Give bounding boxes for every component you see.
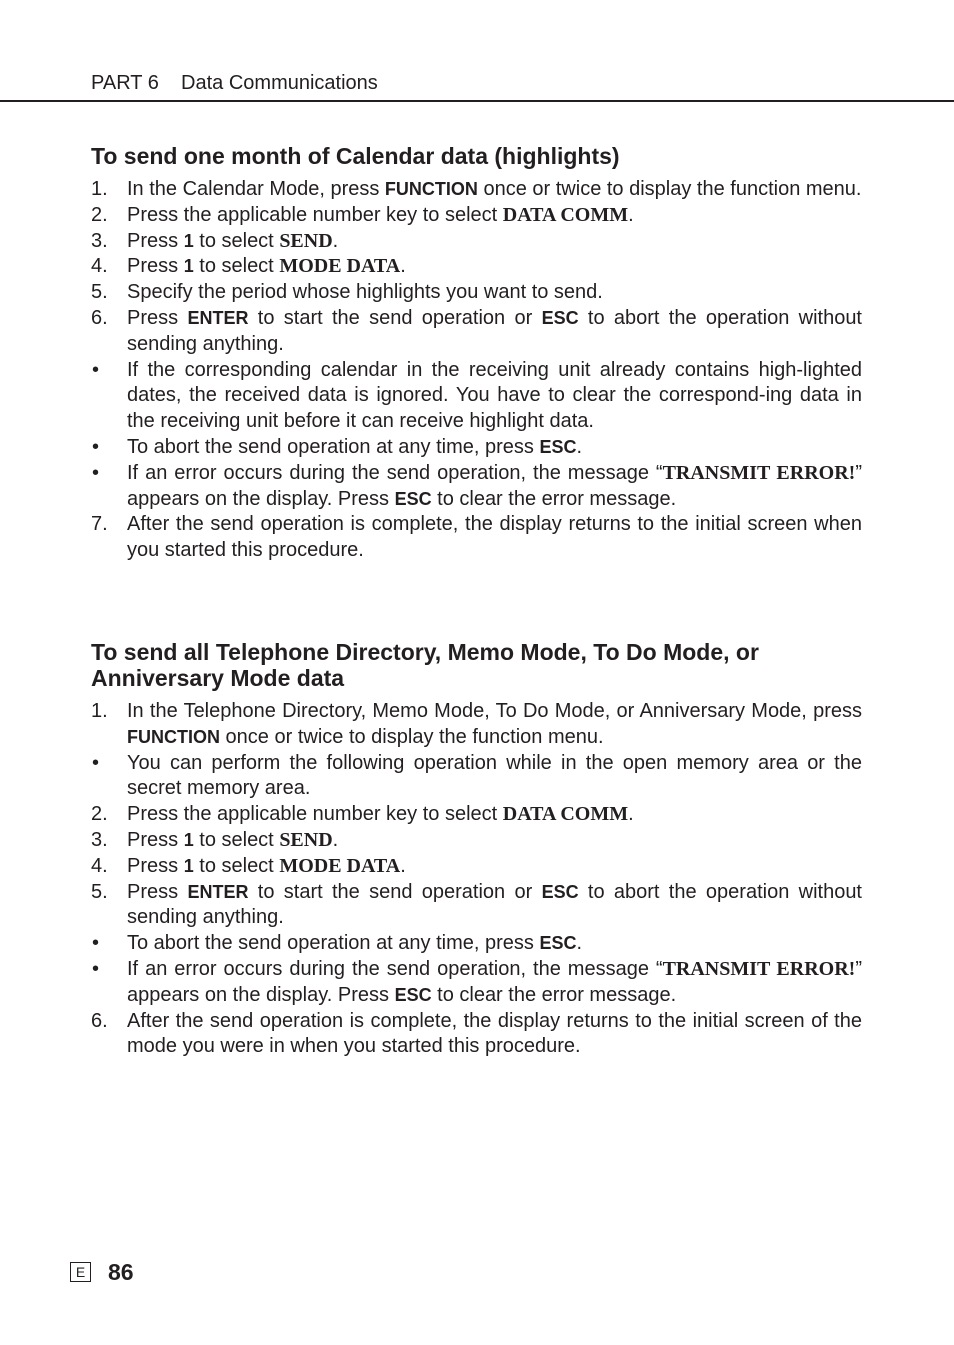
numbered-step (91, 802, 862, 828)
body-text: to abort the operation without sending anything. (127, 306, 862, 355)
running-header (91, 70, 378, 96)
key-name: ESC (539, 933, 577, 954)
body-text: To abort the send operation at any time, press (127, 932, 540, 955)
body-text: Specify the period whose highlights you want to send. (127, 281, 603, 304)
body-text: . (400, 255, 406, 278)
body-text: to select (193, 255, 280, 278)
body-text: once or twice to display the function menu. (477, 178, 862, 200)
key-name: 1 (183, 855, 194, 876)
body-text: You can perform the following operation while in the open memory area or the secret memory area. (127, 751, 862, 800)
section-all-modes (91, 639, 862, 1060)
section-title: To send one month of Calendar data (highlights) (91, 143, 620, 169)
display-text: DATA COMM (502, 203, 629, 226)
list-marker: 5. (91, 880, 108, 903)
key-name: FUNCTION (127, 726, 220, 747)
list-marker: 3. (91, 229, 108, 252)
body-text: . (400, 854, 406, 877)
body-text: If an error occurs during the send operation, the message “ (127, 461, 663, 484)
body-text: Press (127, 255, 184, 278)
list-marker: 1. (91, 700, 108, 722)
body-text: To abort the send operation at any time, press (127, 435, 540, 458)
numbered-step (91, 1009, 862, 1061)
list-marker: 4. (91, 854, 108, 877)
bullet-note (91, 358, 862, 435)
body-text: After the send operation is complete, the display returns to the initial screen of the mode you were in when you started this procedure. (127, 1009, 862, 1058)
numbered-step (91, 306, 862, 358)
body-text: to select (193, 828, 280, 851)
page-number: 86 (108, 1259, 134, 1285)
bullet-note (91, 435, 862, 461)
display-text: SEND (279, 229, 333, 252)
step-list (91, 699, 862, 1060)
key-name: 1 (183, 256, 194, 277)
display-text: TRANSMIT ERROR! (662, 461, 856, 484)
numbered-step (91, 854, 862, 880)
numbered-step (91, 254, 862, 280)
list-marker: • (92, 751, 100, 774)
display-text: SEND (279, 828, 333, 851)
key-name: ESC (541, 307, 579, 328)
body-text: Press (127, 828, 184, 851)
body-text: once or twice to display the function menu. (220, 725, 604, 748)
display-text: MODE DATA (279, 255, 401, 278)
key-name: 1 (183, 829, 194, 850)
list-marker: 4. (91, 255, 108, 278)
list-marker: 3. (91, 828, 108, 851)
list-marker: 7. (91, 513, 108, 536)
step-list (91, 177, 862, 564)
list-marker: 2. (91, 803, 108, 826)
body-text: If the corresponding calendar in the receiving unit already contains high-lighted dates, the received data is ignored. You have to clear the correspond-ing data in the receiving unit before it can receive highlight data. (127, 358, 862, 433)
key-name: ESC (541, 881, 579, 902)
key-name: ENTER (187, 307, 249, 328)
list-marker: 2. (91, 203, 108, 226)
body-text: to start the send operation or (248, 306, 542, 329)
numbered-step (91, 699, 862, 751)
body-text: to select (193, 854, 280, 877)
body-text: Press (127, 880, 188, 903)
body-text: . (332, 229, 339, 252)
numbered-step (91, 828, 862, 854)
body-text: Press (127, 306, 188, 329)
body-text: In the Calendar Mode, press (127, 178, 385, 200)
body-text: . (628, 803, 634, 826)
display-text: TRANSMIT ERROR! (662, 957, 856, 980)
list-marker: 1. (91, 178, 108, 200)
list-marker: 6. (91, 306, 108, 329)
section-title: To send all Telephone Directory, Memo Mode, To Do Mode, or Anniversary Mode data (91, 639, 759, 691)
body-text: In the Telephone Directory, Memo Mode, To Do Mode, or Anniversary Mode, press (127, 700, 862, 722)
body-text: Press the applicable number key to select (127, 203, 503, 226)
body-text: . (332, 828, 339, 851)
body-text: ” appears on the display. Press (127, 957, 862, 1006)
list-marker: • (92, 957, 100, 980)
body-text: ” appears on the display. Press (127, 461, 862, 510)
chapter-title: Data Communications (181, 72, 378, 94)
key-name: ESC (539, 436, 577, 457)
body-text: . (576, 932, 583, 955)
body-text: . (576, 435, 583, 458)
numbered-step (91, 512, 862, 564)
list-marker: 5. (91, 281, 108, 304)
body-text: If an error occurs during the send operation, the message “ (127, 957, 663, 980)
bullet-note (91, 461, 862, 513)
numbered-step (91, 203, 862, 229)
list-marker: • (92, 358, 100, 381)
body-text: . (628, 203, 634, 226)
bullet-note (91, 931, 862, 957)
list-marker: • (92, 461, 100, 484)
body-text: to abort the operation without sending anything. (127, 880, 862, 929)
numbered-step (91, 280, 862, 306)
header-rule (0, 100, 954, 102)
section-calendar (91, 143, 862, 564)
body-text: Press (127, 229, 184, 252)
body-text: to clear the error message. (431, 487, 677, 510)
part-label: PART 6 (91, 72, 159, 94)
body-text: After the send operation is complete, the display returns to the initial screen when you started this procedure. (127, 513, 862, 562)
key-name: FUNCTION (384, 179, 478, 199)
list-marker: 6. (91, 1009, 108, 1032)
key-name: 1 (183, 230, 194, 251)
body-text: to clear the error message. (431, 983, 677, 1006)
language-badge: E (70, 1262, 91, 1282)
key-name: ESC (394, 488, 432, 509)
key-name: ENTER (187, 881, 249, 902)
numbered-step (91, 880, 862, 932)
bullet-note (91, 751, 862, 803)
bullet-note (91, 957, 862, 1009)
body-text: Press (127, 854, 184, 877)
list-marker: • (92, 932, 100, 955)
body-text: to start the send operation or (248, 880, 542, 903)
list-marker: • (92, 435, 100, 458)
body-text: Press the applicable number key to select (127, 803, 503, 826)
body-text: to select (193, 229, 280, 252)
numbered-step (91, 177, 862, 203)
numbered-step (91, 229, 862, 255)
display-text: DATA COMM (502, 803, 629, 826)
display-text: MODE DATA (279, 854, 401, 877)
key-name: ESC (394, 984, 432, 1005)
